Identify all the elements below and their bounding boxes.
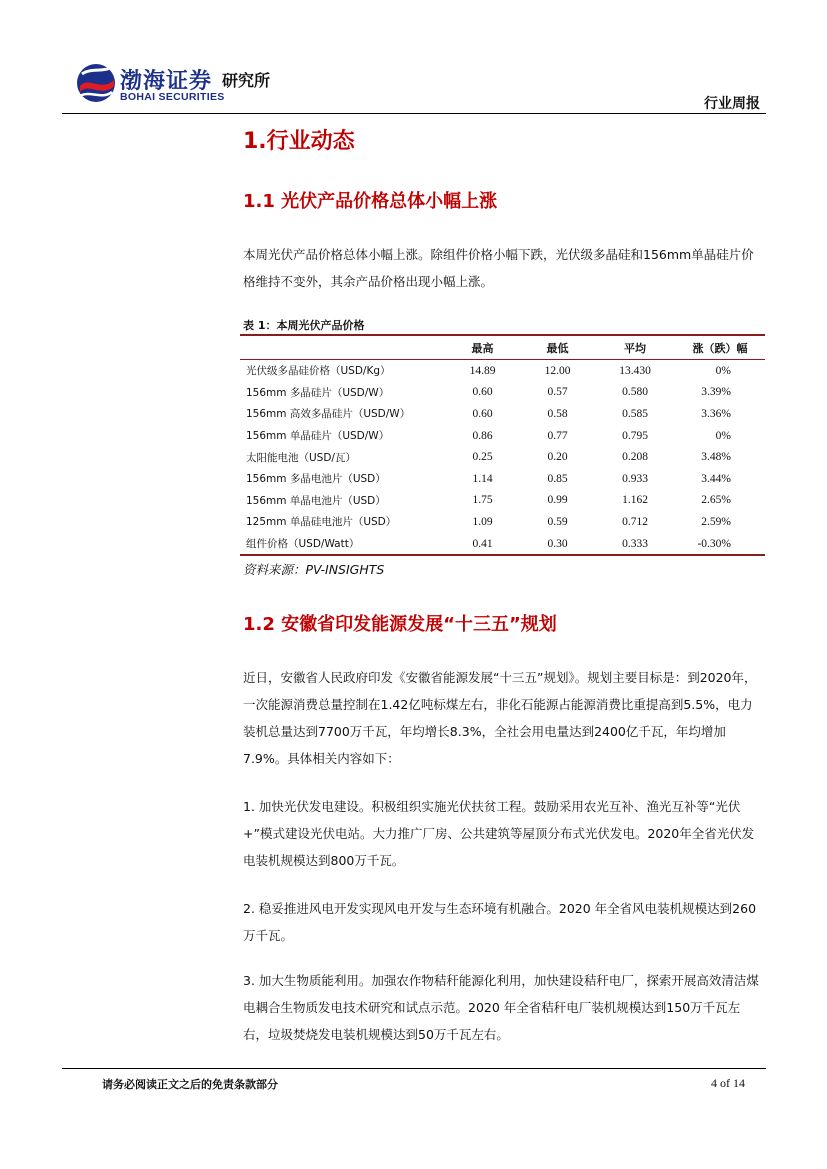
change-cell: 3.39% (701, 386, 731, 399)
brand-name-cn: 渤海证券 (120, 69, 213, 94)
paragraph-text: 近日，安徽省人民政府印发《安徽省能源发展“十三五”规划》。规划主要目标是：到2020年，一次能源消费总量控制在1.42亿吨标煤左右，非化石能源占能源消费比重提高到5.5%，电力装机总量达到7700万千瓦，年均增长8.3%，全社会用电量达到2400亿千瓦，年均增加7.9%。具体相关内容如下： (243, 670, 757, 766)
header-cell-change: 涨（跌）幅 (675, 335, 765, 360)
change-cell: -0.30% (675, 533, 765, 556)
anhui-plan-paragraph-biomass (243, 967, 763, 1048)
product-name-cell: 125mm 单晶硅电池片（USD） (246, 516, 397, 529)
paragraph-text: 本周光伏产品价格总体小幅上涨。除组件价格小幅下跌，光伏级多晶硅和156mm单晶硅片价格维持不变外，其余产品价格出现小幅上涨。 (243, 247, 754, 289)
section-title: 1.行业动态 (243, 129, 355, 154)
high-price-cell: 0.25 (472, 451, 493, 464)
table-source: 资料来源：PV-INSIGHTS (243, 562, 385, 577)
high-price-cell: 1.14 (472, 472, 493, 485)
avg-price-cell: 0.933 (622, 472, 648, 485)
header-cell-name (240, 335, 445, 360)
price-table (240, 334, 765, 556)
anhui-plan-paragraph-intro (243, 664, 763, 772)
low-price-cell: 0.20 (547, 451, 568, 464)
high-price-cell: 0.86 (472, 429, 493, 442)
high-price-cell: 14.89 (469, 364, 496, 377)
product-name-cell: 156mm 多晶硅片（USD/W） (246, 386, 390, 399)
change-cell: 2.65% (701, 494, 731, 507)
table-row (240, 490, 765, 512)
low-price-cell: 0.99 (547, 494, 568, 507)
change-cell: 0% (715, 364, 731, 377)
avg-price-cell: 0.585 (622, 407, 648, 420)
change-cell: 3.44% (701, 472, 731, 485)
paragraph-text: 1. 加快光伏发电建设。积极组织实施光伏扶贫工程。鼓励采用农光互补、渔光互补等“光伏+”模式建设光伏电站。大力推广厂房、公共建筑等屋顶分布式光伏发电。2020年全省光伏发电装机规模达到800万千瓦。 (243, 799, 755, 868)
change-cell: 0% (715, 429, 731, 442)
table-header-row (240, 335, 765, 360)
product-name-cell: 156mm 单晶硅片（USD/W） (246, 430, 390, 443)
subsection-title-price: 1.1 光伏产品价格总体小幅上涨 (243, 191, 498, 212)
subsection-title-anhui-plan: 1.2 安徽省印发能源发展“十三五”规划 (243, 614, 557, 635)
low-price-cell: 0.58 (547, 407, 568, 420)
avg-price-cell: 0.208 (622, 451, 648, 464)
change-cell: 2.59% (701, 515, 731, 528)
table-caption: 表 1：本周光伏产品价格 (243, 319, 365, 332)
table-row (240, 511, 765, 533)
low-price-cell: 0.30 (520, 533, 595, 556)
header-divider (62, 113, 766, 114)
high-price-cell: 0.60 (472, 386, 493, 399)
product-name-cell: 156mm 多晶电池片（USD） (246, 473, 386, 486)
footer-divider (62, 1068, 766, 1069)
low-price-cell: 0.59 (547, 515, 568, 528)
table-row (240, 533, 765, 556)
avg-price-cell: 0.795 (622, 429, 648, 442)
header-cell-high: 最高 (445, 335, 520, 360)
avg-price-cell: 13.430 (619, 364, 651, 377)
brand-name-en: BOHAI SECURITIES (120, 91, 225, 103)
high-price-cell: 0.60 (472, 407, 493, 420)
report-type: 行业周报 (704, 96, 760, 112)
high-price-cell: 0.41 (445, 533, 520, 556)
low-price-cell: 0.85 (547, 472, 568, 485)
table-row (240, 446, 765, 468)
table-row (240, 403, 765, 425)
change-cell: 3.48% (701, 451, 731, 464)
table-row (240, 382, 765, 404)
low-price-cell: 0.77 (547, 429, 568, 442)
avg-price-cell: 0.580 (622, 386, 648, 399)
paragraph-text: 2. 稳妥推进风电开发实现风电开发与生态环境有机融合。2020 年全省风电装机规模达到260万千瓦。 (243, 901, 757, 943)
product-name-cell: 太阳能电池（USD/瓦） (246, 451, 356, 464)
anhui-plan-paragraph-pv (243, 793, 763, 874)
footer-disclaimer: 请务必阅读正文之后的免责条款部分 (102, 1078, 278, 1091)
change-cell: 3.36% (701, 407, 731, 420)
avg-price-cell: 1.162 (622, 494, 648, 507)
high-price-cell: 1.09 (472, 515, 493, 528)
avg-price-cell: 0.712 (622, 515, 648, 528)
table-row (240, 468, 765, 490)
product-name-cell: 光伏级多晶硅价格（USD/Kg） (246, 365, 391, 378)
anhui-plan-paragraph-wind (243, 895, 763, 949)
product-name-cell: 156mm 高效多晶硅片（USD/W） (246, 408, 411, 421)
product-name-cell: 组件价格（USD/Watt） (240, 533, 445, 556)
header-cell-low: 最低 (520, 335, 595, 360)
high-price-cell: 1.75 (472, 494, 493, 507)
low-price-cell: 12.00 (544, 364, 571, 377)
bohai-logo-icon (76, 62, 116, 104)
division-label: 研究所 (222, 71, 271, 90)
low-price-cell: 0.57 (547, 386, 568, 399)
table-row (240, 360, 765, 382)
header-cell-avg: 平均 (595, 335, 675, 360)
price-summary-paragraph (243, 241, 763, 295)
avg-price-cell: 0.333 (595, 533, 675, 556)
table-row (240, 425, 765, 447)
product-name-cell: 156mm 单晶电池片（USD） (246, 494, 386, 507)
page-number: 4 of 14 (711, 1076, 745, 1090)
paragraph-text: 3. 加大生物质能利用。加强农作物秸秆能源化利用，加快建设秸秆电厂，探索开展高效清洁煤电耦合生物质发电技术研究和试点示范。2020 年全省秸秆电厂装机规模达到150万千瓦左右，垃圾焚烧发电装机规模达到50万千瓦左右。 (243, 973, 759, 1042)
